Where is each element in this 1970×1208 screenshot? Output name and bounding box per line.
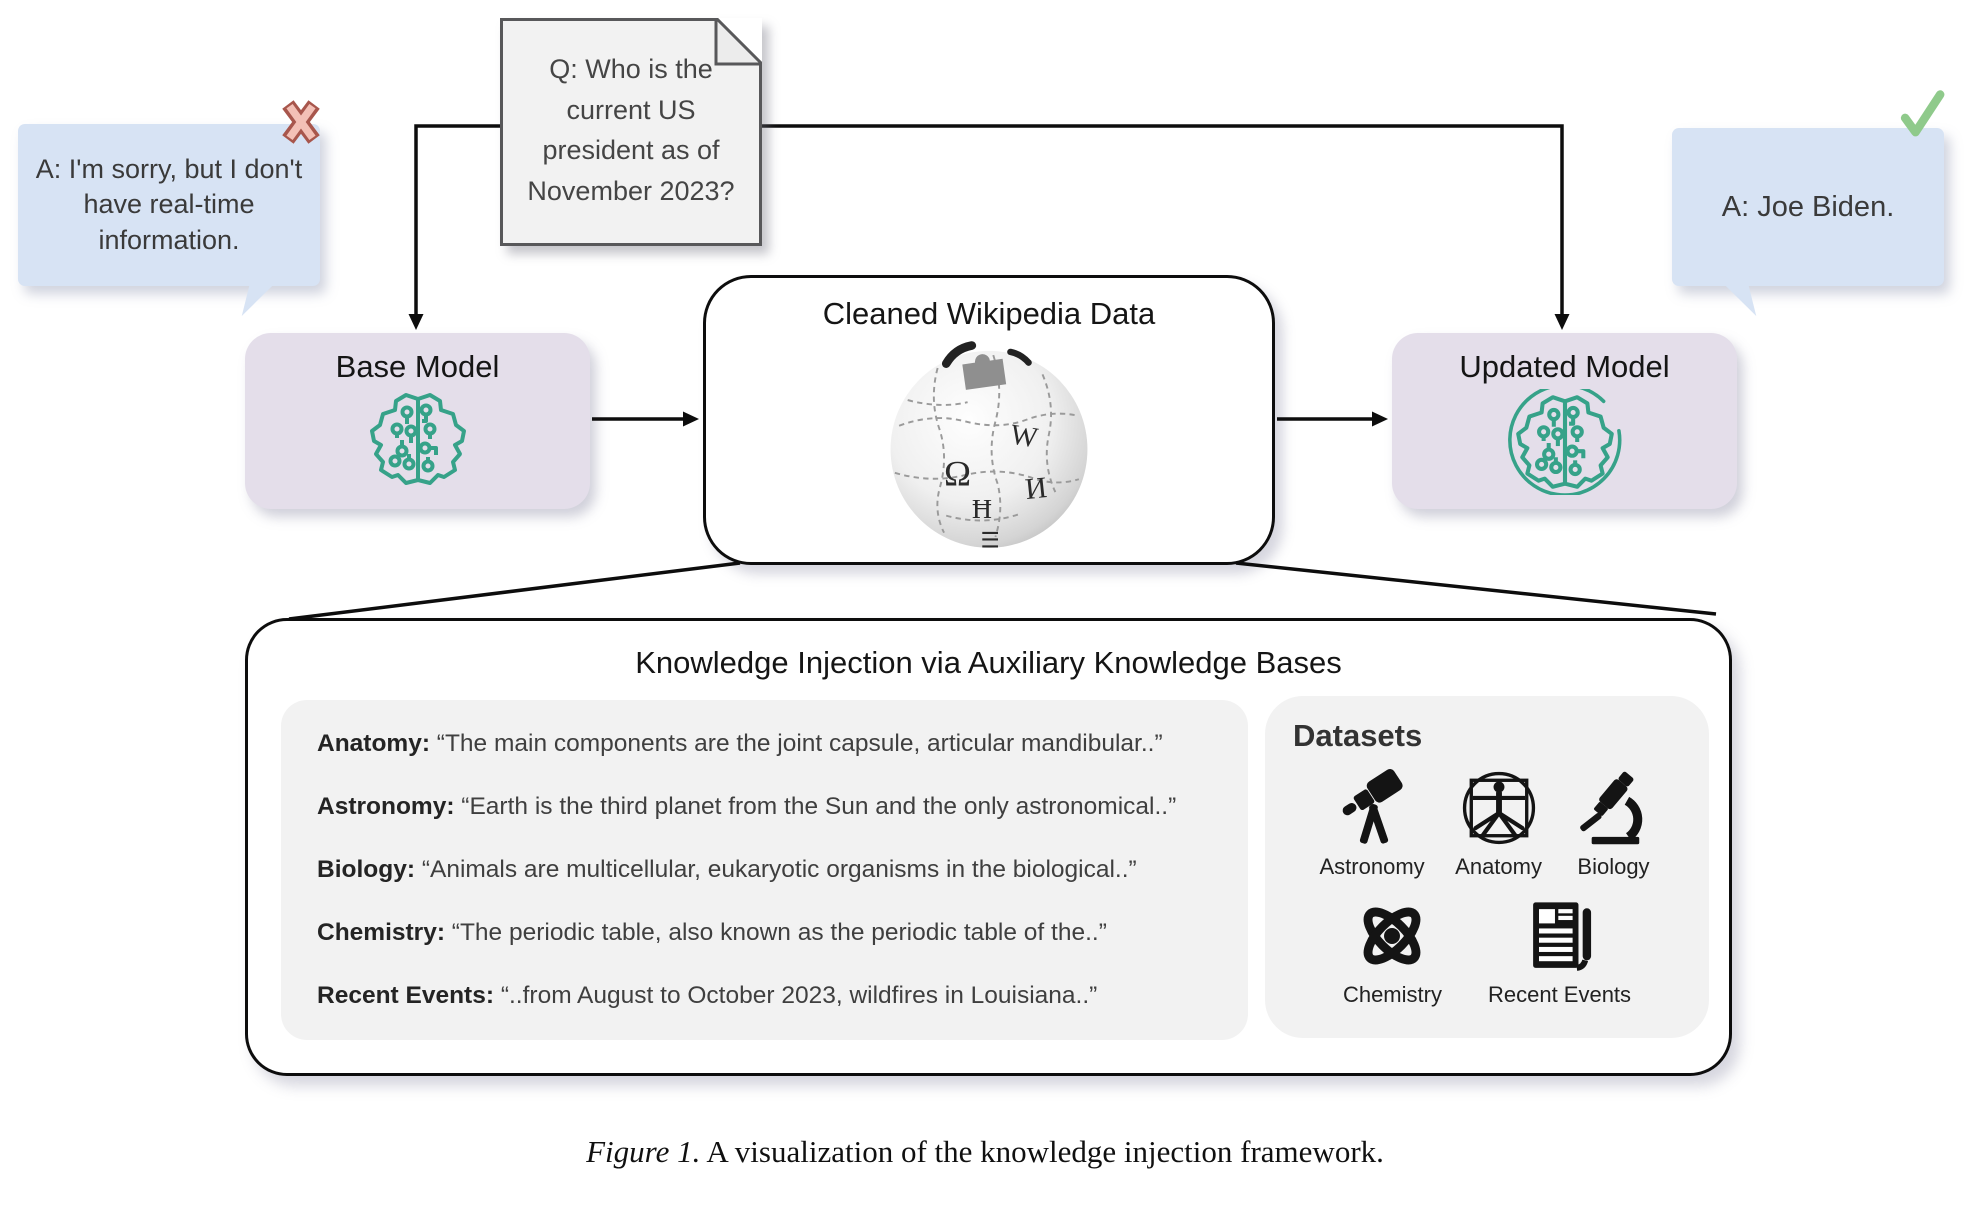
answer-bubble-base-model <box>18 124 320 286</box>
kb-entry-astronomy: Astronomy: “Earth is the third planet from the Sun and the only astronomical..” <box>317 793 1177 820</box>
kb-entry-biology: Biology: “Animals are multicellular, eukaryotic organisms in the biological..” <box>317 856 1137 883</box>
answer-bubble-updated-model <box>1672 128 1944 286</box>
knowledge-injection-title: Knowledge Injection via Auxiliary Knowledge Bases <box>635 645 1342 680</box>
figure-caption-text: A visualization of the knowledge injection framework. <box>700 1134 1384 1169</box>
figure-caption-label: Figure 1. <box>586 1134 701 1169</box>
kb-entry-chemistry: Chemistry: “The periodic table, also known as the periodic table of the..” <box>317 919 1107 946</box>
datasets-title: Datasets <box>1293 718 1423 753</box>
microscope-icon <box>1572 768 1654 850</box>
dataset-item-anatomy: Anatomy <box>1455 766 1542 880</box>
folded-corner-icon <box>710 18 762 70</box>
telescope-icon <box>1329 764 1415 850</box>
wikipedia-globe-icon <box>882 338 1096 552</box>
question-text: Q: Who is the current US president as of November 2023? <box>527 54 735 206</box>
updated-model-node <box>1392 333 1737 509</box>
svg-text:W: W <box>1008 418 1041 455</box>
dataset-item-biology: Biology <box>1572 768 1654 880</box>
connector-wiki-to-kbox-left <box>289 563 740 619</box>
updated-model-label: Updated Model <box>1459 349 1670 384</box>
newspaper-icon <box>1518 894 1602 978</box>
svg-text:Ħ: Ħ <box>971 493 992 525</box>
svg-text:Ω: Ω <box>944 453 972 494</box>
brain-circuit-icon <box>366 389 470 489</box>
answer-text: A: Joe Biden. <box>1721 190 1895 223</box>
answer-text: A: I'm sorry, but I don't have real-time information. <box>35 153 303 255</box>
question-note <box>500 18 762 246</box>
wikipedia-data-node <box>703 275 1275 565</box>
vitruvian-man-icon <box>1457 766 1541 850</box>
dataset-item-chemistry: Chemistry <box>1343 894 1442 1008</box>
kb-entry-anatomy: Anatomy: “The main components are the joint capsule, articular mandibular..” <box>317 730 1163 757</box>
dataset-item-recent-events: Recent Events <box>1488 894 1631 1008</box>
connector-wiki-to-kbox-right <box>1236 563 1716 614</box>
kb-entry-recent-events: Recent Events: “..from August to October 2023, wildfires in Louisiana..” <box>317 982 1098 1009</box>
x-mark-icon <box>278 98 324 146</box>
base-model-label: Base Model <box>335 349 500 384</box>
datasets-row-1 <box>1289 764 1685 880</box>
dataset-item-astronomy: Astronomy <box>1320 764 1425 880</box>
svg-text:☰: ☰ <box>980 528 1000 552</box>
svg-text:И: И <box>1023 471 1049 507</box>
datasets-panel <box>1265 696 1709 1038</box>
check-mark-icon <box>1896 88 1948 140</box>
datasets-row-2 <box>1289 894 1685 1008</box>
connector-question-to-base <box>416 126 500 316</box>
atom-icon <box>1350 894 1434 978</box>
wikipedia-data-label: Cleaned Wikipedia Data <box>822 296 1156 331</box>
figure-caption <box>0 1134 1970 1170</box>
knowledge-entries-panel <box>281 700 1248 1040</box>
base-model-node <box>245 333 590 509</box>
knowledge-injection-box <box>245 618 1732 1076</box>
brain-circuit-refresh-icon <box>1506 389 1624 495</box>
